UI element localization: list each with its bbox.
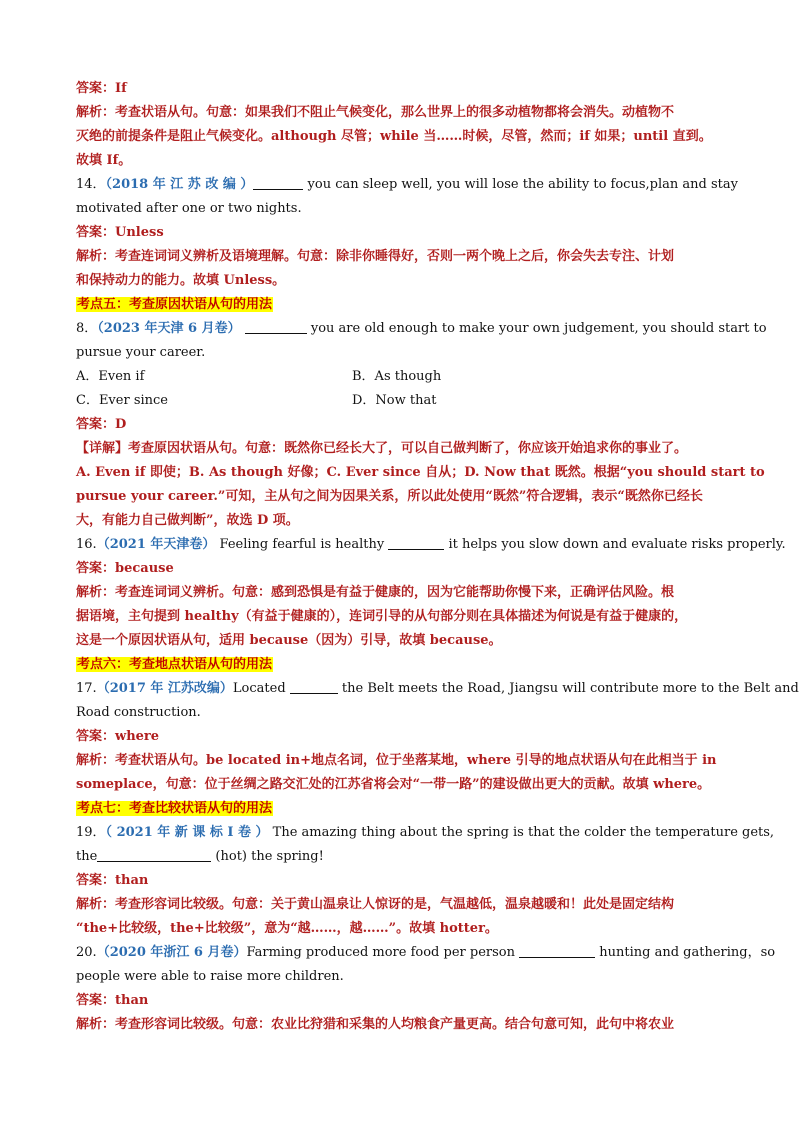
answer-value: where: [115, 729, 160, 744]
text-line-analysis: [76, 773, 720, 797]
question-source: （2020 年浙江 6 月卷）: [96, 945, 247, 960]
text-line-answer: [76, 77, 720, 101]
text-line-heading: [76, 797, 720, 821]
question-text: motivated after one or two nights.: [76, 201, 302, 216]
analysis-text: A. Even if 即使；B. As though 好像；C. Ever since 自从；D. Now that 既然。根据“you should start to: [76, 465, 765, 480]
answer-label: 答案：: [76, 225, 116, 240]
answer-blank[interactable]: [245, 333, 307, 334]
text-line-question: [76, 941, 776, 965]
text-line-plain: [76, 965, 720, 989]
text-line-analysis: [76, 149, 720, 173]
analysis-text: 解析：考查连词词义辨析。句意：感到恐惧是有益于健康的，因为它能帮助你慢下来，正确评估风险。根: [76, 585, 675, 600]
answer-blank[interactable]: [165, 861, 211, 862]
option-item[interactable]: B．As though: [352, 369, 442, 384]
document-content: [76, 77, 799, 1037]
question-source: （ 2021 年 新 课 标 Ⅰ 卷 ）: [105, 825, 269, 840]
text-line-analysis: [76, 461, 765, 485]
analysis-text: 【详解】考查原因状语从句。句意：既然你已经长大了，可以自己做判断了，你应该开始追求你的事业了。: [76, 441, 688, 456]
answer-blank[interactable]: [290, 693, 338, 694]
question-text-after: you are old enough to make your own judgement, you should start to: [306, 321, 767, 336]
section-heading: 考点五：考查原因状语从句的用法: [77, 297, 273, 312]
analysis-text: 和保持动力的能力。故填 Unless。: [76, 273, 286, 288]
answer-value: D: [115, 417, 127, 432]
question-number: 16.: [76, 537, 97, 552]
option-item[interactable]: C．Ever since: [76, 393, 168, 408]
text-line-answer: [76, 413, 720, 437]
question-source: （2017 年 江苏改编）: [96, 681, 233, 696]
answer-blank[interactable]: [97, 861, 165, 862]
analysis-text: 灭绝的前提条件是阻止气候变化。although 尽管；while 当……时候，尽管，然而；if 如果；until 直到。: [76, 129, 712, 144]
text-line-question: [76, 821, 775, 845]
analysis-text: 这是一个原因状语从句，适用 because（因为）引导，故填 because。: [76, 633, 502, 648]
text-line-plain: [76, 197, 720, 221]
option-item[interactable]: A．Even if: [76, 369, 145, 384]
text-line-heading: [76, 293, 720, 317]
answer-value: than: [115, 993, 149, 1008]
question-text-before: Feeling fearful is healthy: [215, 537, 389, 552]
question-text-after: (hot) the spring!: [211, 849, 324, 864]
section-heading: 考点六：考查地点状语从句的用法: [77, 657, 273, 672]
text-line-options: [76, 365, 720, 389]
analysis-text: 故填 If。: [76, 153, 132, 168]
text-line-plain: [76, 341, 720, 365]
text-line-analysis: [76, 269, 720, 293]
analysis-text: 解析：考查形容词比较级。句意：农业比狩猎和采集的人均粮食产量更高。结合句意可知，此句中将农业: [76, 1017, 675, 1032]
question-number: 20.: [76, 945, 97, 960]
question-number: 14．: [76, 177, 106, 192]
question-text: pursue your career.: [76, 345, 206, 360]
text-line-answer: [76, 869, 720, 893]
text-line-question: [76, 173, 738, 197]
question-number: 19．: [76, 825, 106, 840]
question-text-before: the: [76, 849, 98, 864]
question-number: 8．: [76, 321, 98, 336]
text-line-analysis: [76, 581, 720, 605]
text-line-question: [76, 677, 799, 701]
question-text: people were able to raise more children.: [76, 969, 344, 984]
text-line-answer: [76, 557, 720, 581]
analysis-text: 解析：考查形容词比较级。句意：关于黄山温泉让人惊讶的是，气温越低，温泉越暖和！此处是固定结构: [76, 897, 675, 912]
analysis-text: 解析：考查状语从句。句意：如果我们不阻止气候变化，那么世界上的很多动植物都将会消失。动植物不: [76, 105, 675, 120]
answer-label: 答案：: [76, 729, 116, 744]
analysis-text: 解析：考查状语从句。be located in+地点名词，位于坐落某地，where 引导的地点状语从句在此相当于 in: [76, 753, 717, 768]
text-line-heading: [76, 653, 720, 677]
text-line-analysis: [76, 509, 720, 533]
text-line-answer: [76, 725, 720, 749]
question-source: （2021 年天津卷）: [96, 537, 216, 552]
question-text-before: Located: [232, 681, 290, 696]
text-line-analysis: [76, 1013, 720, 1037]
answer-blank[interactable]: [519, 957, 595, 958]
question-text-after: hunting and gathering，so: [595, 945, 776, 960]
text-line-analysis: [76, 629, 720, 653]
question-text: Road construction.: [76, 705, 201, 720]
question-text-after: the Belt meets the Road, Jiangsu will contribute more to the Belt and: [337, 681, 799, 696]
question-number: 17.: [76, 681, 97, 696]
text-line-question: [76, 533, 786, 557]
answer-label: 答案：: [76, 417, 116, 432]
answer-blank[interactable]: [388, 549, 444, 550]
text-line-analysis: [76, 605, 720, 629]
answer-label: 答案：: [76, 561, 116, 576]
text-line-blankline: [76, 845, 720, 869]
question-source: （2023 年天津 6 月卷）: [97, 321, 241, 336]
text-line-analysis: [76, 485, 720, 509]
text-line-analysis: [76, 749, 720, 773]
text-line-options: [76, 389, 720, 413]
question-text-after: you can sleep well, you will lose the ability to focus,plan and stay: [303, 177, 738, 192]
text-line-question: [76, 317, 767, 341]
answer-label: 答案：: [76, 873, 116, 888]
analysis-text: someplace，句意：位于丝绸之路交汇处的江苏省将会对“一带一路”的建设做出更大的贡献。故填 where。: [76, 777, 711, 792]
analysis-text: 据语境，主句提到 healthy（有益于健康的），连词引导的从句部分则在具体描述为何说是有益于健康的，: [76, 609, 688, 624]
section-heading: 考点七：考查比较状语从句的用法: [77, 801, 273, 816]
answer-value: Unless: [115, 225, 164, 240]
text-line-analysis: [76, 101, 720, 125]
question-text-before: Farming produced more food per person: [246, 945, 520, 960]
text-line-answer: [76, 989, 720, 1013]
option-item[interactable]: D．Now that: [352, 393, 437, 408]
text-line-plain: [76, 701, 720, 725]
analysis-text: 大，有能力自己做判断”，故选 D 项。: [76, 513, 299, 528]
answer-label: 答案：: [76, 81, 116, 96]
text-line-analysis: [76, 125, 720, 149]
text-line-analysis: [76, 245, 720, 269]
text-line-analysis: [76, 893, 720, 917]
question-source: （2018 年 江 苏 改 编 ）: [105, 177, 254, 192]
text-line-answer: [76, 221, 720, 245]
answer-label: 答案：: [76, 993, 116, 1008]
answer-value: because: [115, 561, 174, 576]
analysis-text: 解析：考查连词词义辨析及语境理解。句意：除非你睡得好，否则一两个晚上之后，你会失去专注、计划: [76, 249, 675, 264]
answer-value: than: [115, 873, 149, 888]
question-text-before: The amazing thing about the spring is that the colder the temperature gets,: [268, 825, 775, 840]
analysis-text: “the+比较级，the+比较级”，意为“越……，越……”。故填 hotter。: [76, 921, 498, 936]
text-line-analysis: [76, 917, 720, 941]
answer-blank[interactable]: [253, 189, 303, 190]
text-line-analysis: [76, 437, 720, 461]
answer-value: If: [115, 81, 127, 96]
analysis-text: pursue your career.”可知，主从句之间为因果关系，所以此处使用“既然”符合逻辑，表示“既然你已经长: [76, 489, 703, 504]
question-text-after: it helps you slow down and evaluate risks properly.: [444, 537, 786, 552]
